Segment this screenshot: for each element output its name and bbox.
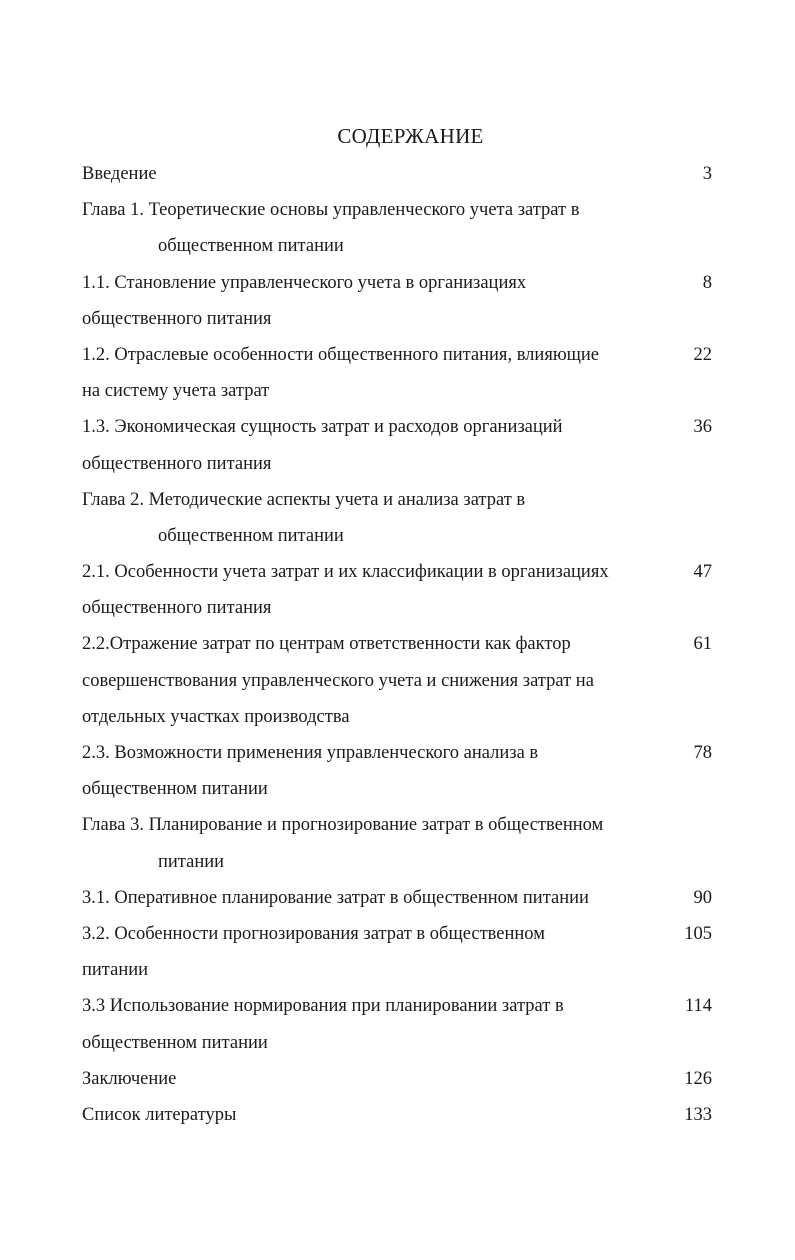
toc-entry-line [82,409,712,445]
toc-entry-text: 2.1. Особенности учета затрат и их классификации в организациях [82,562,609,583]
toc-entry-line [82,1025,712,1061]
toc-entry-text: Глава 3. Планирование и прогнозирование затрат в общественном [82,815,604,836]
toc-entry-line [82,554,712,590]
toc-entry-text: общественном питании [82,1032,268,1053]
toc-entry-text: совершенствования управленческого учета и снижения затрат на [82,670,594,691]
toc-entry-line [82,663,712,699]
toc-chapter-line [82,518,712,554]
toc-entry-line [82,916,712,952]
toc-entry-line [82,952,712,988]
toc-entry-text: питании [158,851,225,872]
toc-entry-line [82,988,712,1024]
toc-page-number: 114 [684,996,712,1017]
toc-entry-text: 2.2.Отражение затрат по центрам ответственности как фактор [82,634,571,655]
toc-entry-line [82,337,712,373]
toc-entry-line [82,1061,712,1097]
toc-entry-line [82,373,712,409]
toc-entry-text: общественном питании [158,236,344,257]
toc-entry-line [82,590,712,626]
toc-entry-text: Введение [82,164,157,184]
toc-entry-text: 1.1. Становление управленческого учета в организациях [82,272,527,293]
toc-entry-line [82,626,712,662]
table-of-contents [82,156,712,1133]
toc-page-number: 90 [693,887,712,908]
toc-entry-text: общественном питании [82,779,268,800]
toc-entry-line [82,301,712,337]
toc-chapter-line [82,192,712,228]
toc-page-number: 105 [684,923,712,944]
toc-entry-text: общественного питания [82,308,272,329]
toc-page-number: 61 [693,634,712,655]
toc-entry-text: Глава 1. Теоретические основы управленческого учета затрат в [82,200,580,221]
toc-page-number: 47 [693,562,712,583]
toc-entry-line [82,880,712,916]
toc-entry-text: Заключение [82,1068,177,1089]
toc-entry-line [82,446,712,482]
toc-chapter-line [82,228,712,264]
toc-entry-text: 3.2. Особенности прогнозирования затрат в общественном [82,923,545,944]
toc-entry-text: общественном питании [158,525,344,546]
toc-entry-line [82,699,712,735]
toc-entry-text: на систему учета затрат [82,381,270,402]
toc-page-number: 36 [693,417,712,438]
toc-page-number: 8 [702,272,712,293]
page-title: СОДЕРЖАНИЕ [337,124,484,148]
toc-entry-text: отдельных участках производства [82,706,350,727]
toc-page-number: 22 [693,344,712,365]
toc-page-number: 126 [684,1068,712,1089]
toc-entry-text: 3.1. Оперативное планирование затрат в общественном питании [82,887,589,908]
toc-entry-text: 1.2. Отраслевые особенности общественного питания, влияющие [82,344,600,365]
toc-chapter-line [82,844,712,880]
toc-chapter-line [82,807,712,843]
toc-entry-text: 1.3. Экономическая сущность затрат и расходов организаций [82,417,563,438]
toc-entry-line [82,265,712,301]
toc-page-number: 78 [693,743,712,763]
toc-entry-text: Глава 2. Методические аспекты учета и анализа затрат в [82,489,526,510]
toc-entry-text: 3.3 Использование нормирования при планировании затрат в [82,996,564,1017]
toc-page-number: 133 [684,1104,712,1125]
toc-entry-line [82,771,712,807]
toc-page-number: 3 [702,164,712,184]
toc-entry-text: общественного питания [82,453,272,474]
toc-entry-text: питании [82,960,149,981]
toc-chapter-line [82,482,712,518]
toc-entry-line [82,156,712,192]
toc-entry-text: Список литературы [82,1104,237,1125]
toc-entry-text: общественного питания [82,598,272,619]
toc-entry-line [82,1097,712,1133]
toc-entry-text: 2.3. Возможности применения управленческого анализа в [82,743,539,763]
toc-entry-line [82,735,712,771]
